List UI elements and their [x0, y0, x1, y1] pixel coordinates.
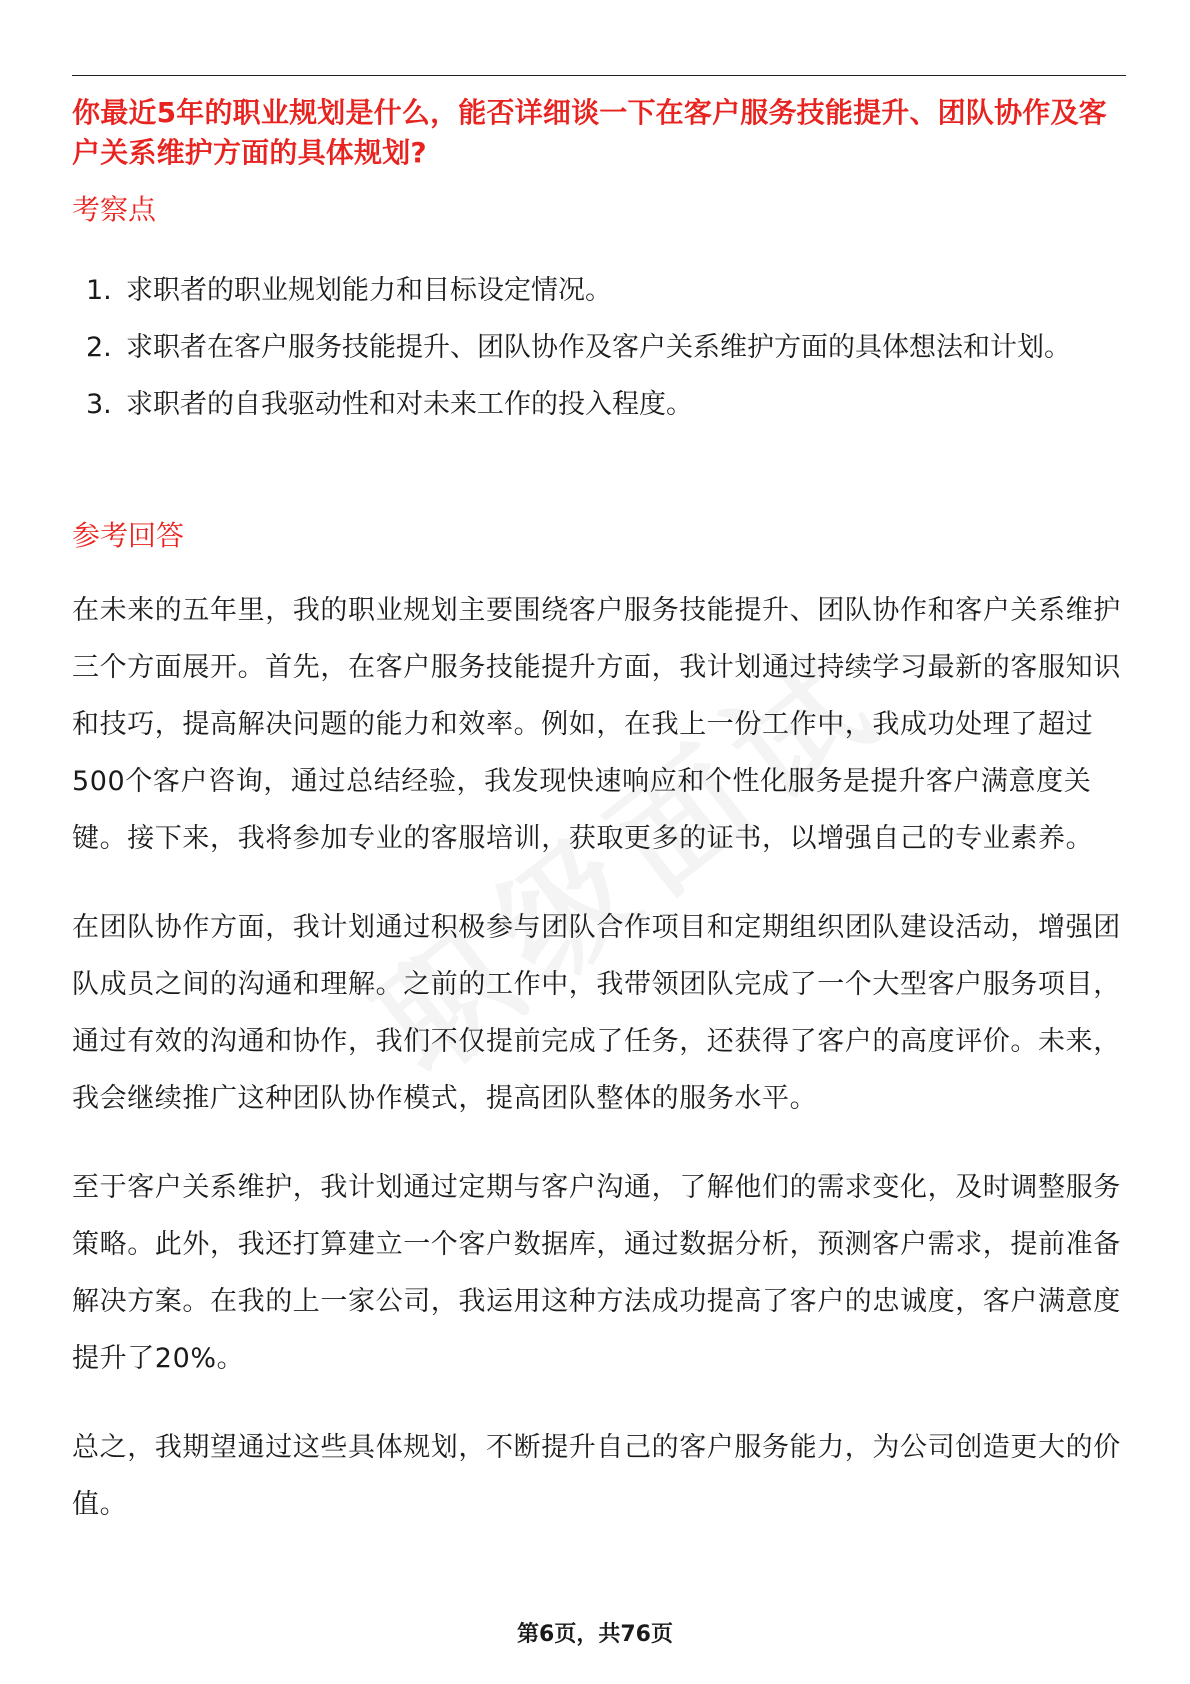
- document-page: [72, 0, 1126, 1684]
- list-item-number: 1.: [86, 275, 112, 306]
- answer-body: [72, 582, 1126, 1565]
- answer-section-title: 参考回答: [72, 519, 185, 552]
- page-footer: 第6页，共76页: [517, 1622, 673, 1647]
- list-item-number: 3.: [86, 389, 112, 420]
- list-item-text: 求职者在客户服务技能提升、团队协作及客户关系维护方面的具体想法和计划。: [126, 332, 1071, 363]
- answer-paragraph: 至于客户关系维护，我计划通过定期与客户沟通，了解他们的需求变化，及时调整服务策略。此外，我还打算建立一个客户数据库，通过数据分析，预测客户需求，提前准备解决方案。在我的上一家公司，我运用这种方法成功提高了客户的忠诚度，客户满意度提升了20%。: [72, 1172, 1121, 1374]
- focus-section-title: 考察点: [72, 193, 157, 226]
- list-item: [72, 376, 1126, 433]
- answer-paragraph: 在团队协作方面，我计划通过积极参与团队合作项目和定期组织团队建设活动，增强团队成员之间的沟通和理解。之前的工作中，我带领团队完成了一个大型客户服务项目，通过有效的沟通和协作，我们不仅提前完成了任务，还获得了客户的高度评价。未来，我会继续推广这种团队协作模式，提高团队整体的服务水平。: [72, 912, 1121, 1114]
- list-item-number: 2.: [86, 332, 112, 363]
- top-divider: [72, 75, 1126, 76]
- answer-paragraph: 在未来的五年里，我的职业规划主要围绕客户服务技能提升、团队协作和客户关系维护三个方面展开。首先，在客户服务技能提升方面，我计划通过持续学习最新的客服知识和技巧，提高解决问题的能力和效率。例如，在我上一份工作中，我成功处理了超过500个客户咨询，通过总结经验，我发现快速响应和个性化服务是提升客户满意度关键。接下来，我将参加专业的客服培训，获取更多的证书，以增强自己的专业素养。: [72, 595, 1121, 854]
- list-item: [72, 319, 1126, 376]
- list-item-text: 求职者的自我驱动性和对未来工作的投入程度。: [126, 389, 693, 420]
- focus-points-list: [72, 262, 1126, 433]
- list-item: [72, 262, 1126, 319]
- question-heading: 你最近5年的职业规划是什么，能否详细谈一下在客户服务技能提升、团队协作及客户关系维护方面的具体规划?: [72, 96, 1107, 169]
- list-item-text: 求职者的职业规划能力和目标设定情况。: [126, 275, 612, 306]
- answer-paragraph: 总之，我期望通过这些具体规划，不断提升自己的客户服务能力，为公司创造更大的价值。: [72, 1432, 1121, 1520]
